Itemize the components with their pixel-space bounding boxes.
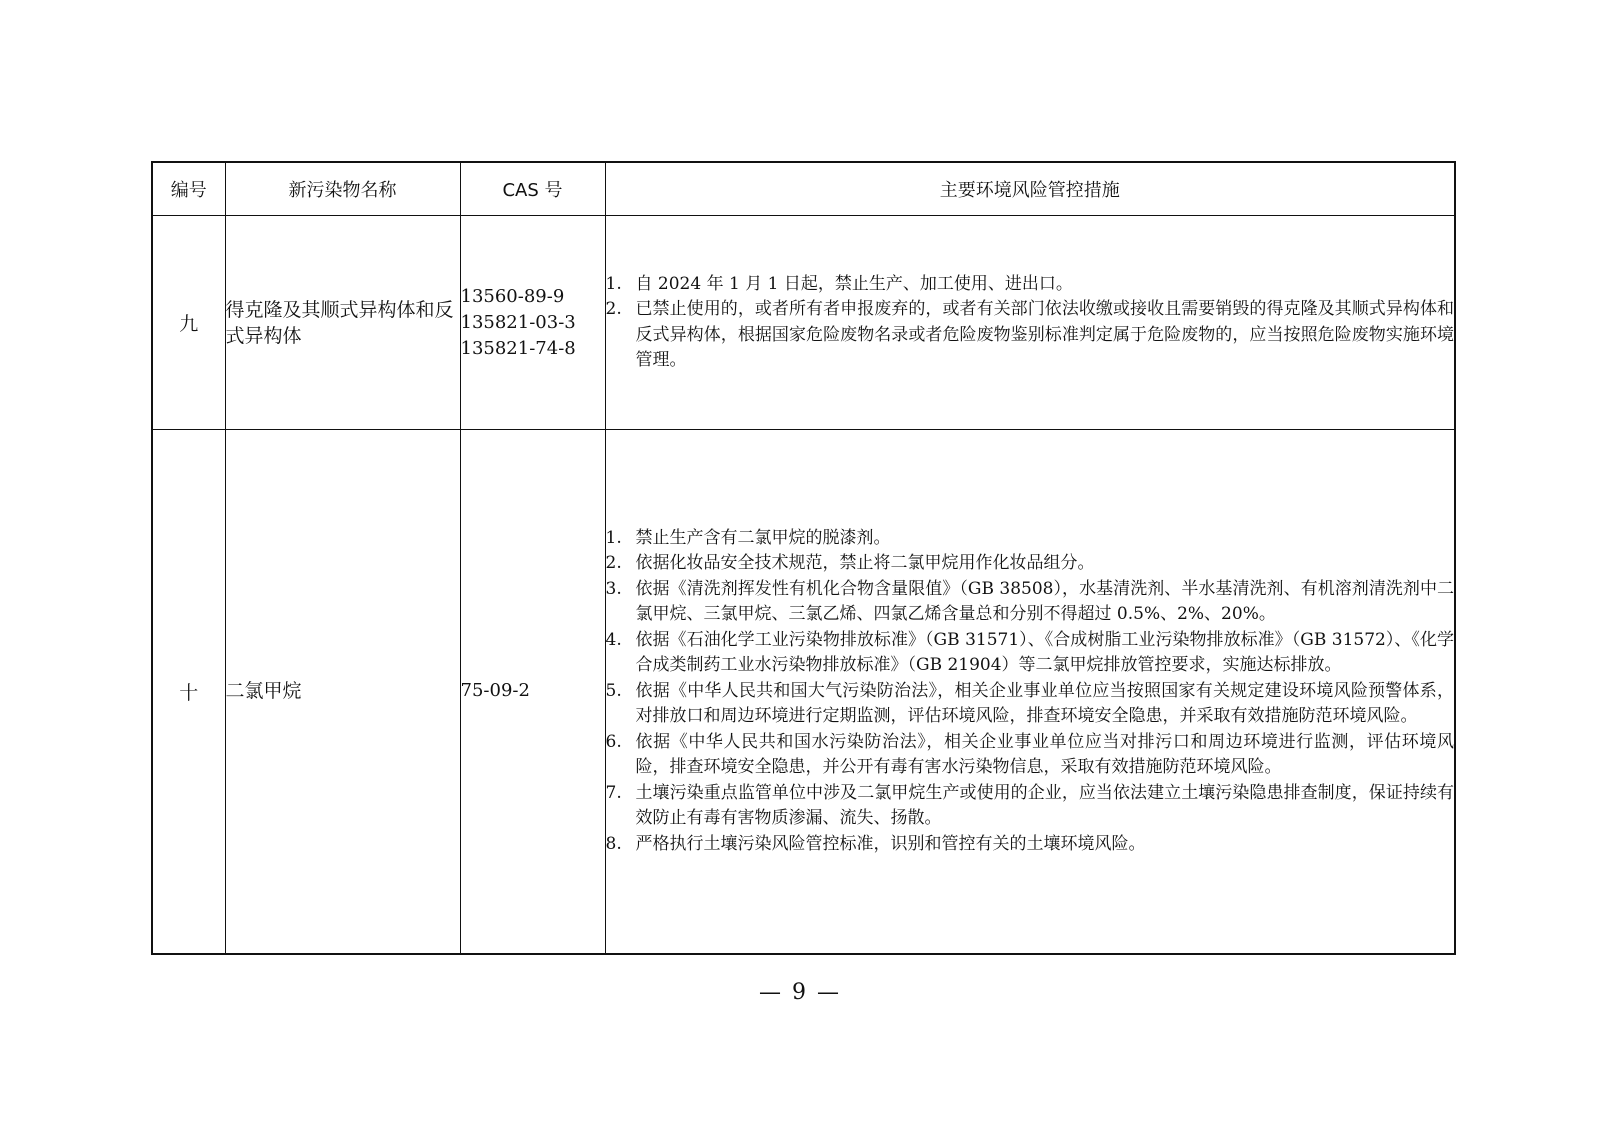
measure-text: 自 2024 年 1 月 1 日起，禁止生产、加工使用、进出口。 — [635, 273, 1073, 294]
measure-text: 禁止生产含有二氯甲烷的脱漆剂。 — [635, 527, 891, 548]
measure-item — [606, 832, 1455, 858]
measure-item — [606, 577, 1455, 628]
measure-number: 3. — [605, 578, 622, 599]
cas-number: 135821-03-3 — [460, 311, 576, 333]
measure-item — [606, 297, 1455, 374]
row-number: 十 — [152, 430, 225, 954]
measure-number: 2. — [605, 553, 622, 573]
measure-number: 5. — [605, 680, 622, 701]
table-row — [152, 430, 1455, 954]
page-number: — 9 — — [759, 980, 841, 1005]
measure-item — [606, 679, 1455, 730]
measure-number: 8. — [605, 833, 622, 854]
measure-number: 7. — [605, 782, 622, 803]
measure-item — [606, 628, 1455, 679]
pollutant-table — [151, 161, 1456, 955]
measure-text: 严格执行土壤污染风险管控标准，识别和管控有关的土壤环境风险。 — [635, 833, 1146, 854]
measure-text: 依据《中华人民共和国水污染防治法》，相关企业事业单位应当对排污口和周边环境进行监测，评估环境风险，排查环境安全隐患，并公开有毒有害水污染物信息，采取有效措施防范环境风险。 — [635, 731, 1454, 777]
measure-item — [606, 272, 1455, 298]
control-measures — [605, 430, 1455, 954]
header-cas-number: CAS 号 — [460, 162, 605, 216]
table-header-row — [152, 162, 1455, 216]
measure-list — [606, 272, 1455, 374]
measure-number: 4. — [605, 629, 622, 650]
header-number: 编号 — [152, 162, 225, 216]
measure-number: 1. — [605, 273, 622, 294]
row-number: 九 — [152, 216, 225, 430]
cas-number: 75-09-2 — [460, 680, 530, 702]
measure-item — [606, 781, 1455, 832]
header-control-measures: 主要环境风险管控措施 — [605, 162, 1455, 216]
header-pollutant-name: 新污染物名称 — [225, 162, 460, 216]
measure-item — [606, 551, 1455, 577]
cas-number: 135821-74-8 — [460, 337, 576, 359]
measure-text: 已禁止使用的，或者所有者申报废弃的，或者有关部门依法收缴或接收且需要销毁的得克隆及其顺式异构体和反式异构体，根据国家危险废物名录或者危险废物鉴别标准判定属于危险废物的，应当按照危险废物实施环境管理。 — [635, 299, 1454, 370]
pollutant-name: 二氯甲烷 — [225, 430, 460, 954]
measure-number: 6. — [605, 731, 622, 752]
table-row — [152, 216, 1455, 430]
measure-list — [606, 526, 1455, 858]
cas-numbers — [460, 430, 605, 954]
measure-text: 依据《清洗剂挥发性有机化合物含量限值》（GB 38508），水基清洗剂、半水基清洗剂、有机溶剂清洗剂中二氯甲烷、三氯甲烷、三氯乙烯、四氯乙烯含量总和分别不得超过 0.5%、2%、20%。 — [635, 578, 1454, 624]
measure-text: 土壤污染重点监管单位中涉及二氯甲烷生产或使用的企业，应当依法建立土壤污染隐患排查制度，保证持续有效防止有毒有害物质渗漏、流失、扬散。 — [635, 782, 1454, 828]
measure-text: 依据《中华人民共和国大气污染防治法》，相关企业事业单位应当按照国家有关规定建设环境风险预警体系，对排放口和周边环境进行定期监测，评估环境风险，排查环境安全隐患，并采取有效措施防范环境风险。 — [635, 680, 1454, 726]
measure-number: 1. — [605, 527, 622, 548]
cas-number: 13560-89-9 — [460, 285, 565, 307]
measure-number: 2. — [605, 299, 622, 319]
measure-text: 依据化妆品安全技术规范，禁止将二氯甲烷用作化妆品组分。 — [635, 553, 1095, 573]
measure-item — [606, 730, 1455, 781]
pollutant-name: 得克隆及其顺式异构体和反式异构体 — [225, 216, 460, 430]
measure-item — [606, 526, 1455, 552]
control-measures — [605, 216, 1455, 430]
measure-text: 依据《石油化学工业污染物排放标准》（GB 31571）、《合成树脂工业污染物排放标准》（GB 31572）、《化学合成类制药工业水污染物排放标准》（GB 21904）等二氯甲烷排放管控要求，实施达标排放。 — [635, 629, 1454, 675]
cas-numbers — [460, 216, 605, 430]
